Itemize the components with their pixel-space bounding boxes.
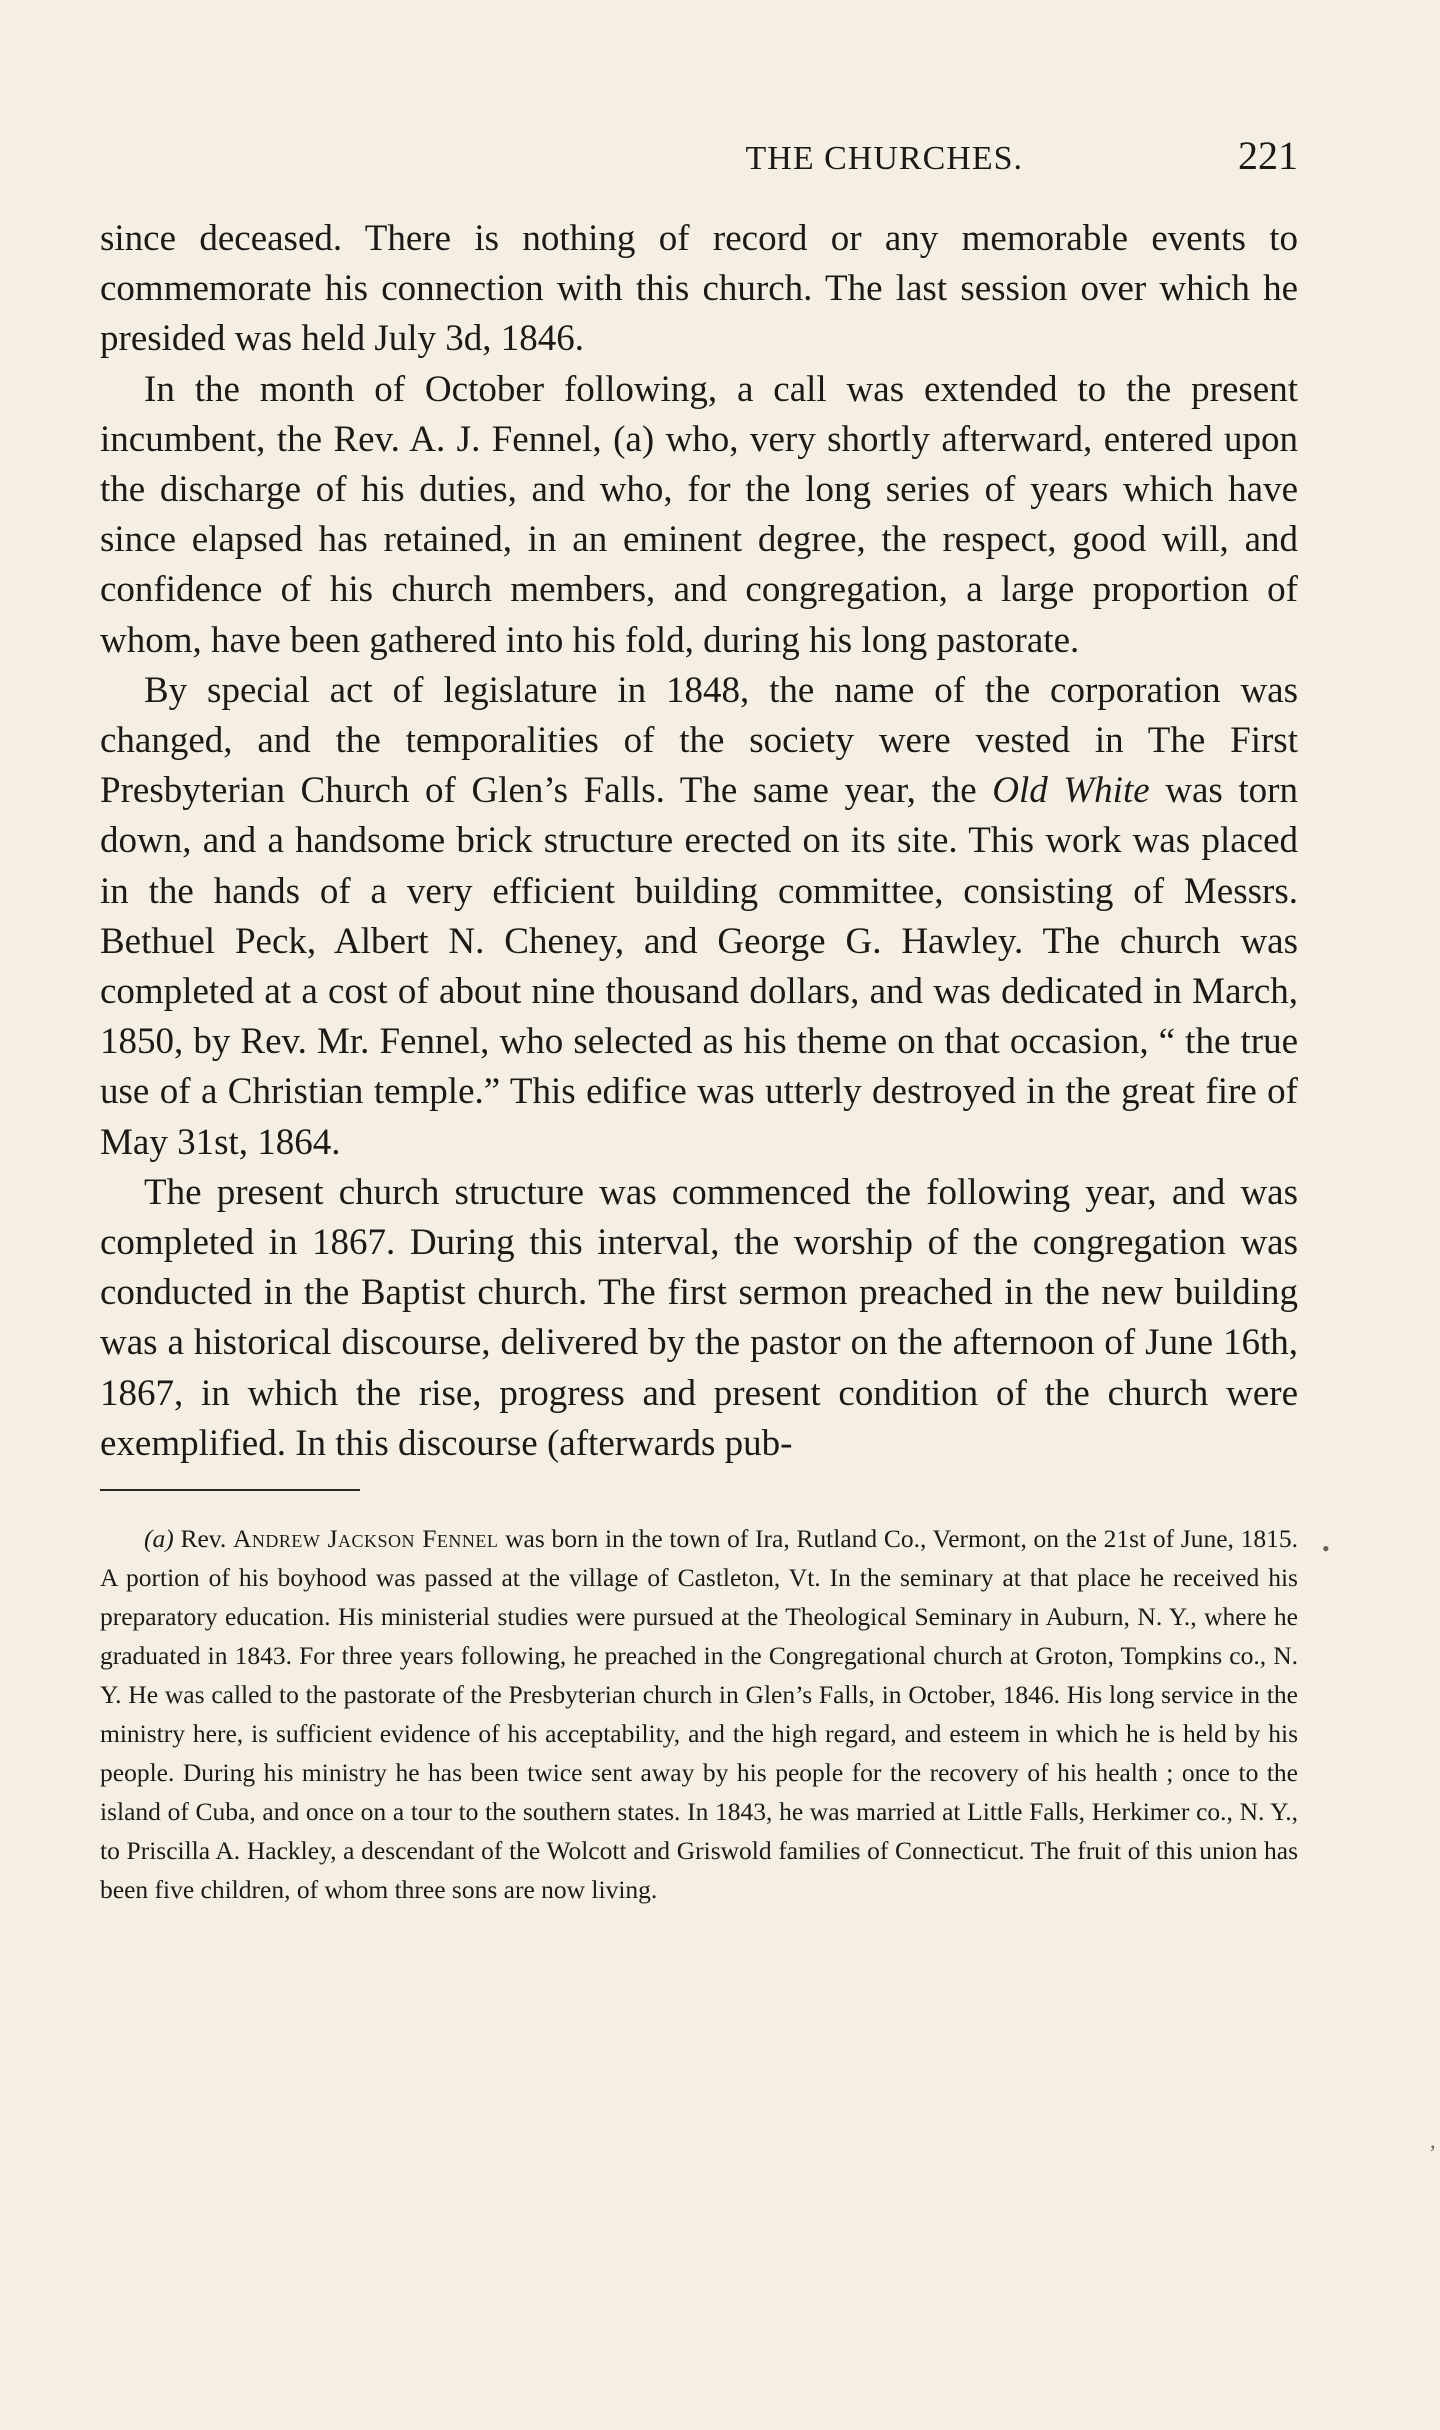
running-head	[100, 132, 1298, 192]
paragraph-3-rest: was torn down, and a handsome brick structure erected on its site. This work was placed in the hands of a very efficient building committee, consisting of Messrs. Bethuel Peck, Albert N. Cheney, and George G. Hawley. The church was completed at a cost of about nine thousand dollars, and was dedicated in March, 1850, by Rev. Mr. Fennel, who selected as his theme on that occasion, “ the true use of a Christian temple.” This edifice was utterly destroyed in the great fire of May 31st, 1864.	[100, 770, 1298, 1163]
paragraph-4: The present church structure was commenced the following year, and was completed in 1867. During this interval, the worship of the congregation was conducted in the Baptist church. The first sermon preached in the new building was a historical discourse, delivered by the pastor on the afternoon of June 16th, 1867, in which the rise, progress and present condition of the church were exemplified. In this discourse (afterwards pub-	[100, 1171, 1298, 1464]
paragraph-2-start: In the month of October following, a call was extended to the present incumbent, the Rev. A. J. Fennel,	[100, 368, 1298, 460]
footnote	[100, 1519, 1298, 1909]
book-page	[100, 132, 1298, 1909]
paragraph-3	[100, 666, 1298, 1168]
footnote-divider	[100, 1489, 360, 1491]
footnote-reference: (a)	[613, 418, 655, 460]
footnote-text	[100, 1519, 1298, 1909]
footnote-person-name: Andrew Jackson Fennel	[232, 1524, 499, 1554]
page-number: 221	[1238, 133, 1298, 178]
footnote-body: was born in the town of Ira, Rutland Co., Vermont, on the 21st of June, 1815. A portion of his boyhood was passed at the village of Castleton, Vt. In the seminary at that place he received his preparatory education. His ministerial studies were pursued at the Theological Seminary in Auburn, N. Y., where he graduated in 1843. For three years following, he preached in the Congregational church at Groton, Tompkins co., N. Y. He was called to the pastorate of the Presbyterian church in Glen’s Falls, in October, 1846. His long service in the ministry here, is sufficient evidence of his acceptability, and the high regard, and esteem in which he is held by his people. During his ministry he has been twice sent away by his people for the recovery of his health ; once to the island of Cuba, and once on a tour to the southern states. In 1843, he was married at Little Falls, Herkimer co., N. Y., to Priscilla A. Hackley, a descendant of the Wolcott and Griswold families of Connecticut. The fruit of this union has been five children, of whom three sons are now living.	[100, 1524, 1299, 1905]
italic-phrase: Old White	[992, 770, 1150, 812]
footnote-lead: Rev.	[173, 1524, 233, 1554]
margin-comma: ,	[1430, 2128, 1436, 2153]
margin-dot: •	[1322, 1536, 1330, 1561]
paragraph-2-rest: who, very shortly afterward, entered upon the discharge of his duties, and who, for the long series of years which have since elapsed has retained, in an eminent degree, the respect, good will, and confidence of his church members, and congregation, a large proportion of whom, have been gathered into his fold, during his long pastorate.	[100, 418, 1298, 661]
paragraph-2	[100, 365, 1298, 666]
running-title: THE CHURCHES.	[745, 140, 1023, 177]
footnote-marker: (a)	[144, 1524, 174, 1554]
paragraph-1: since deceased. There is nothing of record or any memorable events to commemorate his connection with this church. The last session over which he presided was held July 3d, 1846.	[100, 218, 1298, 360]
paragraph-3-start: By special act of legislature in 1848, the name of the corporation was changed, and the temporalities of the society were vested in The First Presbyterian Church of Glen’s Falls. The same year, the	[100, 669, 1298, 812]
body-text	[100, 214, 1298, 1469]
